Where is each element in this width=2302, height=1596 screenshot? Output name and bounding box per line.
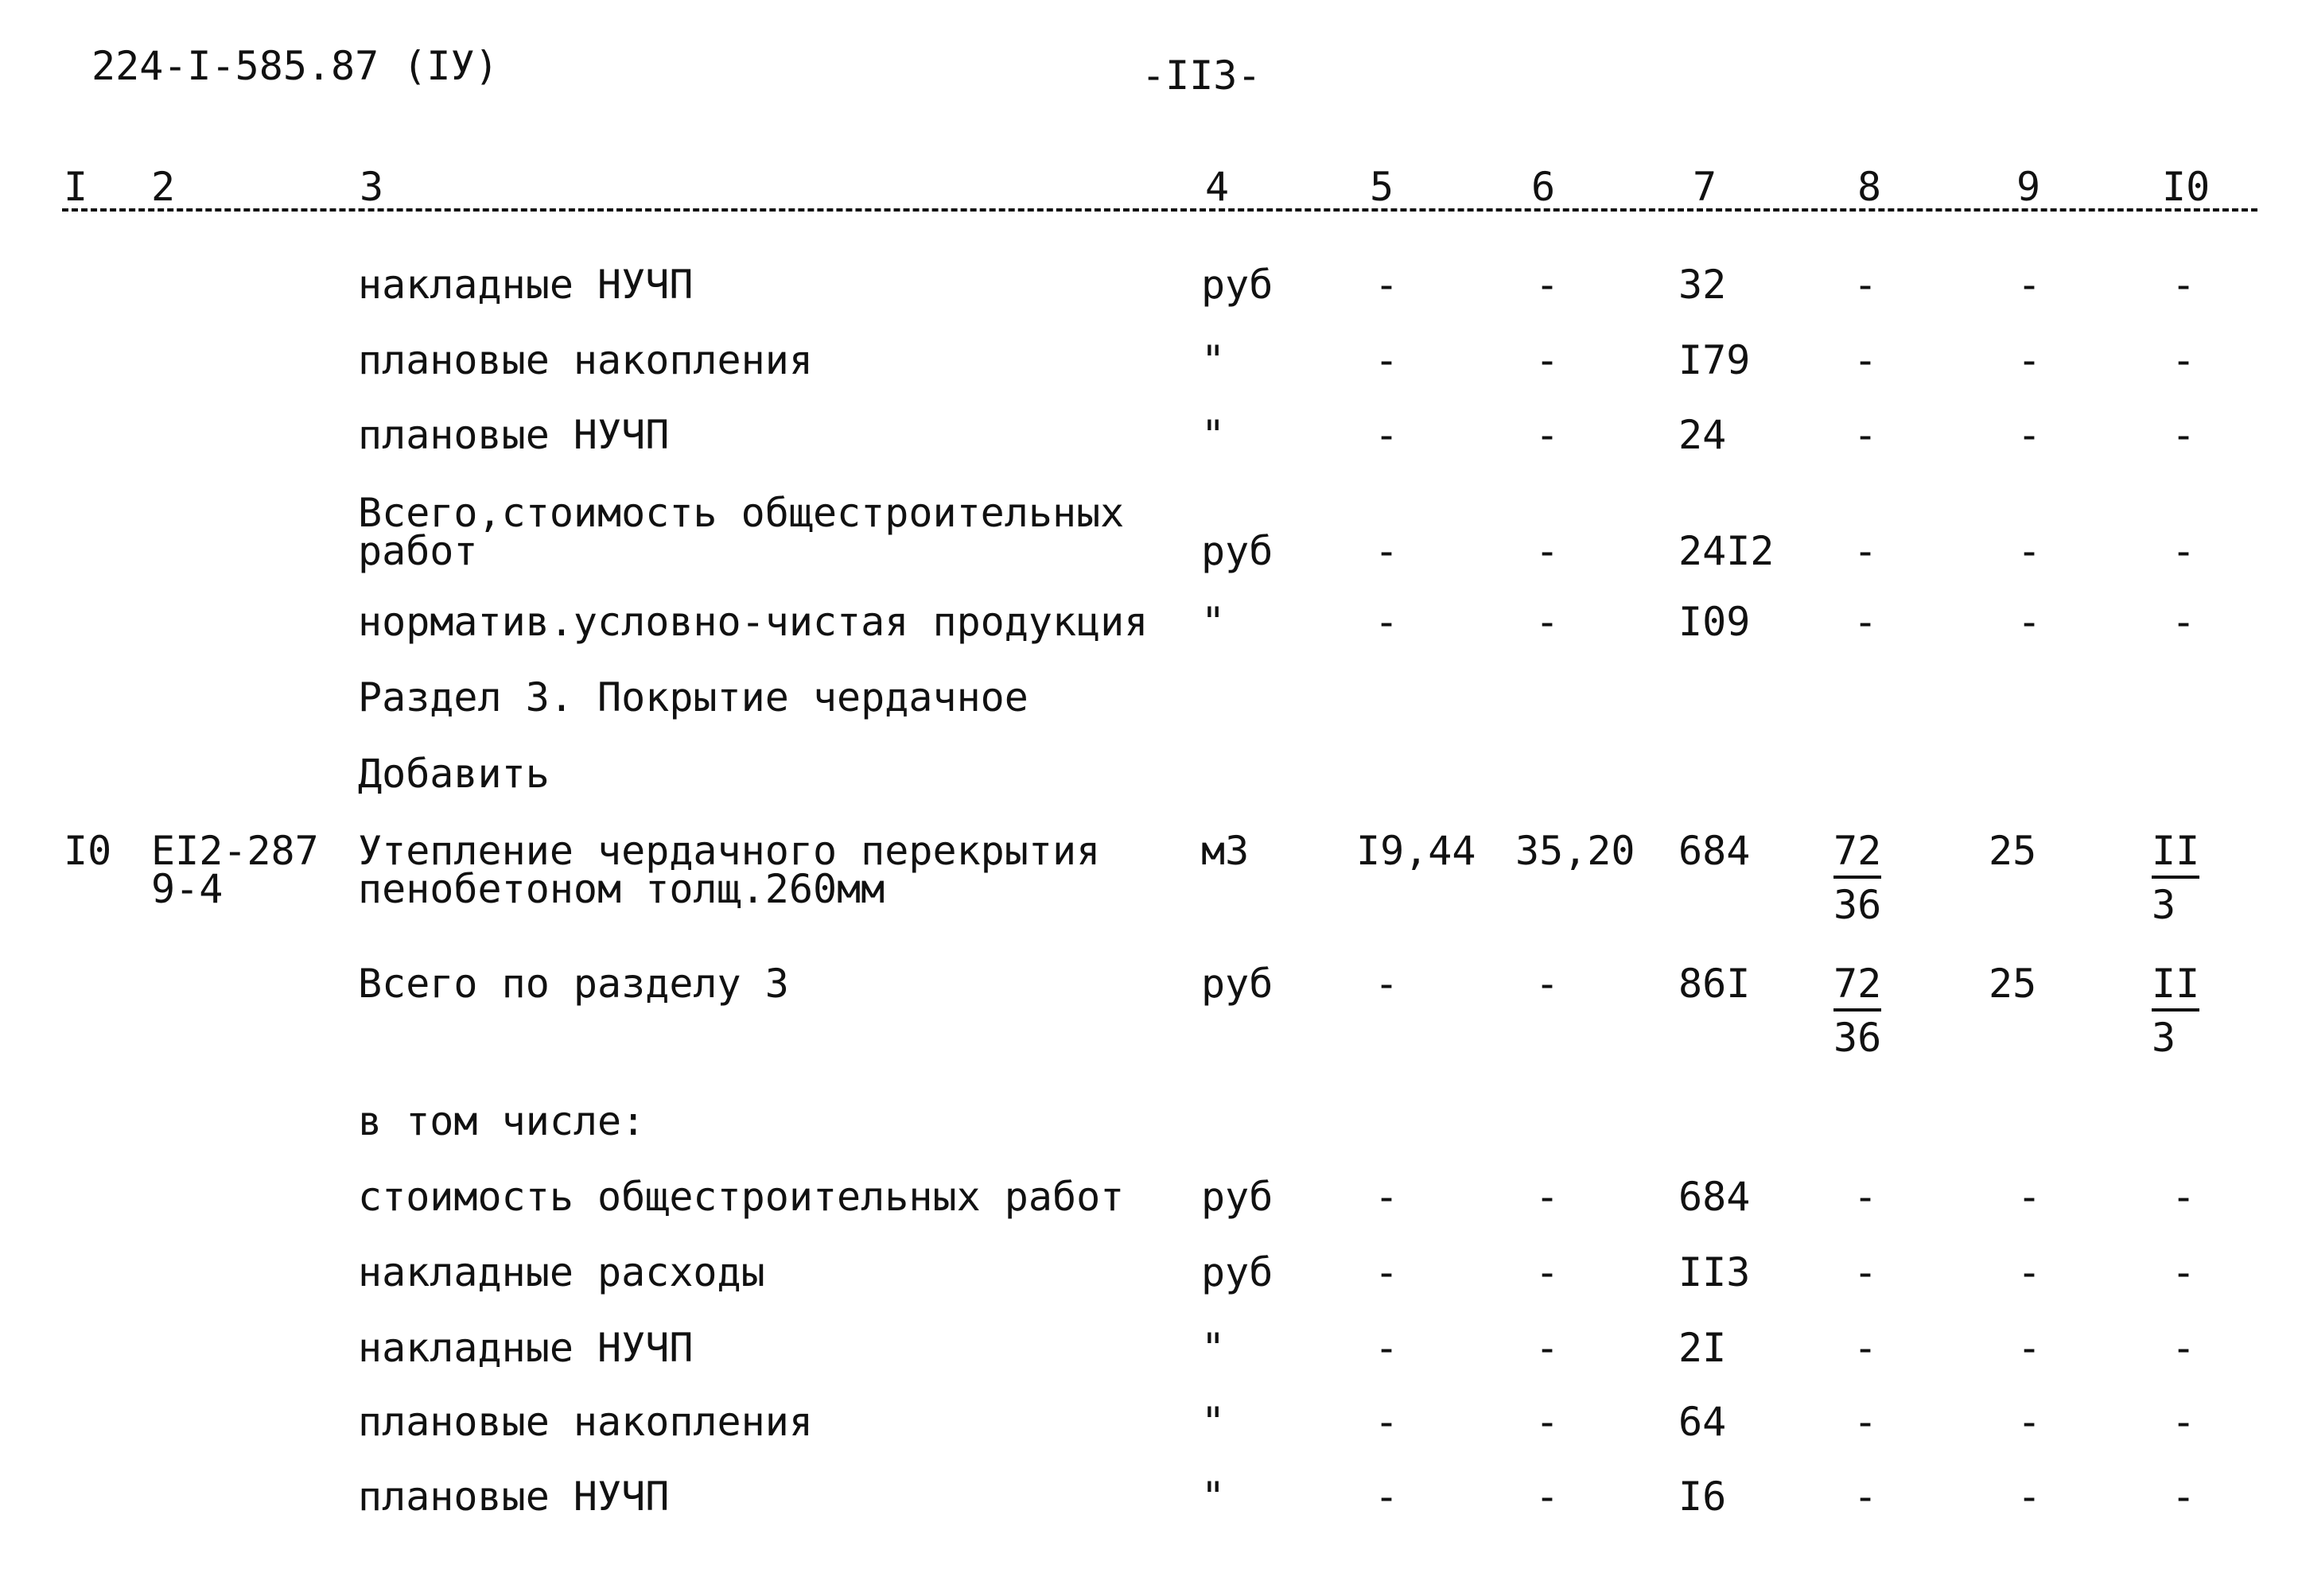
value-col-7: I6 [1678, 1474, 1727, 1520]
value-col-9: - [2017, 599, 2042, 645]
value-col-7: 24I2 [1678, 528, 1775, 574]
value-col-8: - [1853, 528, 1878, 574]
col-header-1: I [64, 164, 88, 210]
col-header-8: 8 [1857, 164, 1882, 210]
item-description: в том числе: [358, 1098, 646, 1144]
fraction-numerator: II [2152, 964, 2199, 1012]
item-description: накладные НУЧП [358, 1325, 694, 1371]
col-header-7: 7 [1693, 164, 1717, 210]
value-col-6: - [1535, 412, 1560, 458]
value-col-8: - [1853, 337, 1878, 383]
unit-cell: " [1201, 1474, 1226, 1520]
fraction-numerator: II [2152, 831, 2199, 879]
unit-cell: руб [1201, 262, 1273, 308]
value-col-9: - [2017, 337, 2042, 383]
value-col-10: - [2172, 528, 2196, 574]
value-col-10: - [2172, 1399, 2196, 1445]
value-col-7: 24 [1678, 412, 1727, 458]
value-col-5: - [1375, 412, 1399, 458]
col-header-10: I0 [2162, 164, 2211, 210]
value-col-6: - [1535, 262, 1560, 308]
value-col-6: - [1535, 1399, 1560, 1445]
unit-cell: " [1201, 1399, 1226, 1445]
item-description: накладные НУЧП [358, 262, 694, 308]
col-header-6: 6 [1531, 164, 1556, 210]
value-col-7: II3 [1678, 1249, 1751, 1295]
fraction-denominator: 36 [1833, 882, 1882, 928]
value-col-6: - [1535, 1249, 1560, 1295]
value-col-6: - [1535, 337, 1560, 383]
value-col-10: - [2172, 1325, 2196, 1371]
item-description: Всего по разделу 3 [358, 961, 789, 1007]
value-col-6: - [1535, 1174, 1560, 1220]
value-col-7: I09 [1678, 599, 1751, 645]
value-col-5: - [1375, 1325, 1399, 1371]
value-col-5: - [1375, 1474, 1399, 1520]
value-col-9: - [2017, 1249, 2042, 1295]
fraction-denominator: 3 [2152, 1015, 2176, 1061]
value-col-6: - [1535, 961, 1560, 1007]
item-description: норматив.условно-чистая продукция [358, 599, 1149, 645]
value-col-10: - [2172, 262, 2196, 308]
item-description: Раздел 3. Покрытие чердачное [358, 674, 1029, 720]
unit-cell: руб [1201, 961, 1273, 1007]
item-description: стоимость общестроительных работ [358, 1174, 1125, 1220]
value-col-6: 35,20 [1515, 828, 1635, 874]
page-number: -II3- [1141, 52, 1262, 99]
value-col-5: - [1375, 599, 1399, 645]
unit-cell: " [1201, 599, 1226, 645]
col-header-3: 3 [360, 164, 384, 210]
item-description: Утепление чердачного перекрытия [358, 828, 1101, 874]
document-code: 224-I-585.87 (IУ) [91, 43, 499, 89]
unit-cell: руб [1201, 528, 1273, 574]
unit-cell: " [1201, 337, 1226, 383]
unit-cell: м3 [1201, 828, 1250, 874]
unit-cell: руб [1201, 1249, 1273, 1295]
value-col-8: - [1853, 1249, 1878, 1295]
col-header-5: 5 [1370, 164, 1394, 210]
value-col-5: - [1375, 262, 1399, 308]
value-col-6: - [1535, 1474, 1560, 1520]
value-col-5: - [1375, 1399, 1399, 1445]
value-col-5: - [1375, 961, 1399, 1007]
value-col-6: - [1535, 1325, 1560, 1371]
value-col-10: - [2172, 599, 2196, 645]
value-col-7: 2I [1678, 1325, 1727, 1371]
fraction-numerator: 72 [1833, 831, 1881, 879]
item-description: пенобетоном толщ.260мм [358, 866, 885, 912]
value-col-9: - [2017, 528, 2042, 574]
item-description: работ [358, 528, 478, 574]
item-description: накладные расходы [358, 1249, 765, 1295]
value-col-5: I9,44 [1356, 828, 1476, 874]
item-description: плановые НУЧП [358, 1474, 670, 1520]
value-col-9: 25 [1989, 828, 2037, 874]
value-col-8: - [1853, 262, 1878, 308]
value-col-7: 684 [1678, 828, 1751, 874]
value-col-5: - [1375, 1174, 1399, 1220]
value-col-8: - [1853, 599, 1878, 645]
item-description: плановые накопления [358, 337, 813, 383]
fraction-denominator: 3 [2152, 882, 2176, 928]
fraction-denominator: 36 [1833, 1015, 1882, 1061]
col-header-4: 4 [1205, 164, 1230, 210]
value-col-10: - [2172, 412, 2196, 458]
item-description: плановые НУЧП [358, 412, 670, 458]
value-col-9: - [2017, 1325, 2042, 1371]
value-col-10: - [2172, 337, 2196, 383]
value-col-8: - [1853, 1474, 1878, 1520]
value-col-10: - [2172, 1174, 2196, 1220]
value-col-10: - [2172, 1474, 2196, 1520]
item-description: плановые накопления [358, 1399, 813, 1445]
norm-code: EI2-287 [151, 828, 319, 874]
value-col-7: 64 [1678, 1399, 1727, 1445]
value-col-7: I79 [1678, 337, 1751, 383]
value-col-8: - [1853, 1399, 1878, 1445]
value-col-8: - [1853, 1325, 1878, 1371]
value-col-5: - [1375, 528, 1399, 574]
value-col-9: - [2017, 262, 2042, 308]
value-col-9: - [2017, 1399, 2042, 1445]
value-col-6: - [1535, 528, 1560, 574]
value-col-5: - [1375, 1249, 1399, 1295]
value-col-7: 684 [1678, 1174, 1751, 1220]
value-col-9: - [2017, 1474, 2042, 1520]
unit-cell: " [1201, 1325, 1226, 1371]
fraction-col-10 [2152, 828, 2200, 928]
value-col-7: 32 [1678, 262, 1727, 308]
value-col-5: - [1375, 337, 1399, 383]
fraction-col-8 [1833, 828, 1882, 928]
value-col-9: - [2017, 412, 2042, 458]
value-col-8: - [1853, 412, 1878, 458]
norm-code: 9-4 [151, 866, 224, 912]
value-col-10: - [2172, 1249, 2196, 1295]
fraction-col-10 [2152, 961, 2200, 1061]
row-number: I0 [64, 828, 112, 874]
value-col-7: 86I [1678, 961, 1751, 1007]
value-col-8: - [1853, 1174, 1878, 1220]
item-description: Добавить [358, 751, 550, 797]
value-col-9: 25 [1989, 961, 2037, 1007]
unit-cell: руб [1201, 1174, 1273, 1220]
col-header-2: 2 [151, 164, 176, 210]
fraction-numerator: 72 [1833, 964, 1881, 1012]
value-col-9: - [2017, 1174, 2042, 1220]
value-col-6: - [1535, 599, 1560, 645]
item-description: Всего,стоимость общестроительных [358, 490, 1125, 536]
fraction-col-8 [1833, 961, 1882, 1061]
header-divider [62, 208, 2257, 212]
col-header-9: 9 [2016, 164, 2041, 210]
unit-cell: " [1201, 412, 1226, 458]
